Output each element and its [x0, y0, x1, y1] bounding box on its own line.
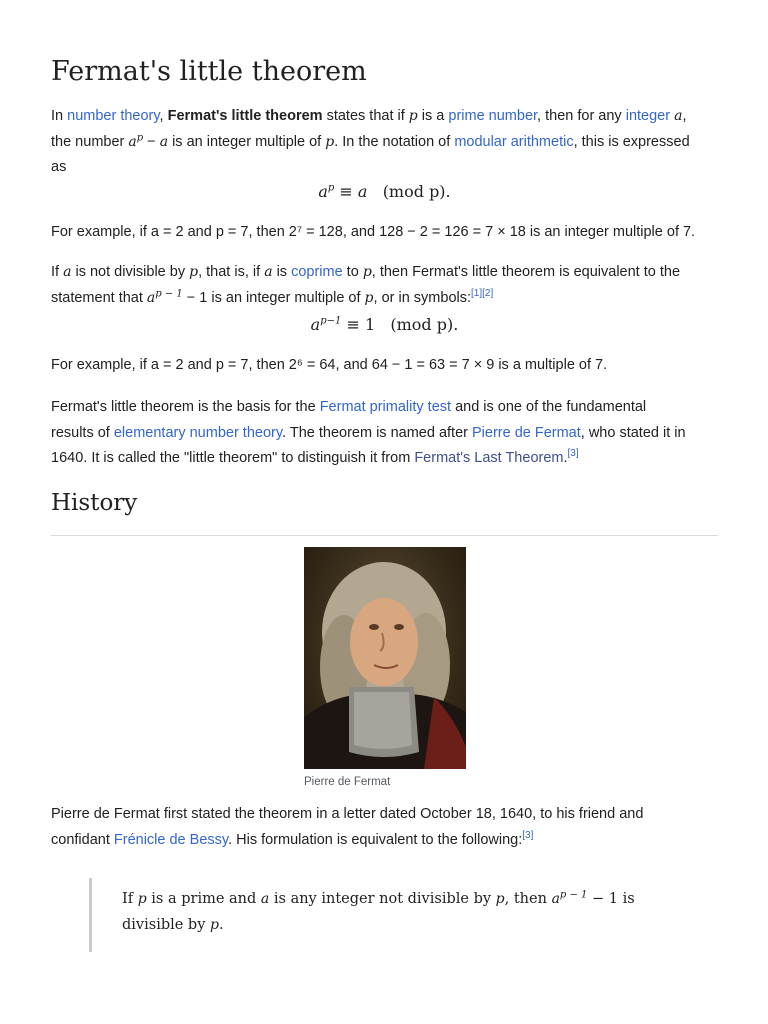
figure-caption: Pierre de Fermat — [304, 776, 391, 788]
portrait-illustration — [304, 547, 466, 769]
page-title: Fermat's little theorem — [51, 56, 367, 87]
coprime-paragraph: If a is not divisible by p, that is, if a is coprime to p, then Fermat's little theorem is equivalent to the statement that $a^{p - 1} - 1$ is an integer multiple of p, or in symbols:[1][2] — [51, 264, 681, 306]
reference-3-history[interactable]: [3] — [522, 829, 534, 841]
history-heading[interactable]: History — [51, 490, 138, 516]
example-paragraph-1: For example, if a = 2 and p = 7, then 2⁷ = 128, and 128 − 2 = 126 = 7 × 18 is an integer multiple of 7. — [51, 224, 696, 240]
figure — [304, 547, 466, 788]
link-fermat-primality-test[interactable]: Fermat primality test — [319, 399, 452, 415]
reference-3[interactable]: [3] — [567, 448, 579, 460]
link-number-theory[interactable]: number theory — [67, 108, 160, 124]
blockquote — [89, 878, 712, 952]
history-paragraph: Pierre de Fermat first stated the theorem in a letter dated October 18, 1640, to his friend and confidant Frénicle de Bessy. His formulation is equivalent to the following:[3] — [51, 806, 644, 848]
formula-mod-p: $a^p \equiv a$ (mod p). — [318, 182, 451, 201]
link-coprime[interactable]: coprime — [291, 264, 343, 280]
link-elementary-number-theory[interactable]: elementary number theory — [113, 424, 283, 441]
blockquote-text: If p is a prime and a is any integer not divisible by p, then $a^{p - 1} - 1$ is divisible by p. — [122, 889, 635, 933]
portrait-image[interactable] — [304, 547, 466, 769]
formula-mod-p-minus-one: $a^{p-1} \equiv 1$ (mod p). — [310, 315, 459, 334]
link-frenicle-de-bessy[interactable]: Frénicle de Bessy — [113, 831, 229, 848]
basis-paragraph: Fermat's little theorem is the basis for the Fermat primality test and is one of the fundamental results of elementary number theory. The theorem is named after Pierre de Fermat, who stated it in 1640. It is called the "little theorem" to distinguish it from Fermat's Last Theorem.[3] — [51, 399, 686, 466]
intro-paragraph: In number theory, Fermat's little theorem states that if p is a prime number, then for any integer a, the number $a^p - a$ is an integer multiple of p. In the notation of modular arithmetic, this is expressed as — [51, 108, 690, 175]
link-fermats-last-theorem[interactable]: Fermat's Last Theorem — [414, 450, 564, 466]
link-pierre-de-fermat[interactable]: Pierre de Fermat — [471, 424, 581, 441]
link-modular-arithmetic[interactable]: modular arithmetic — [454, 133, 574, 150]
bold-title: Fermat's little theorem — [167, 108, 323, 124]
example-paragraph-2: For example, if a = 2 and p = 7, then 2⁶ = 64, and 64 − 1 = 63 = 7 × 9 is a multiple of 7. — [51, 357, 608, 373]
reference-1-2[interactable]: [1][2] — [471, 287, 494, 299]
link-integer[interactable]: integer — [625, 108, 671, 124]
link-prime-number[interactable]: prime number — [448, 108, 538, 124]
heading-divider — [51, 535, 718, 536]
